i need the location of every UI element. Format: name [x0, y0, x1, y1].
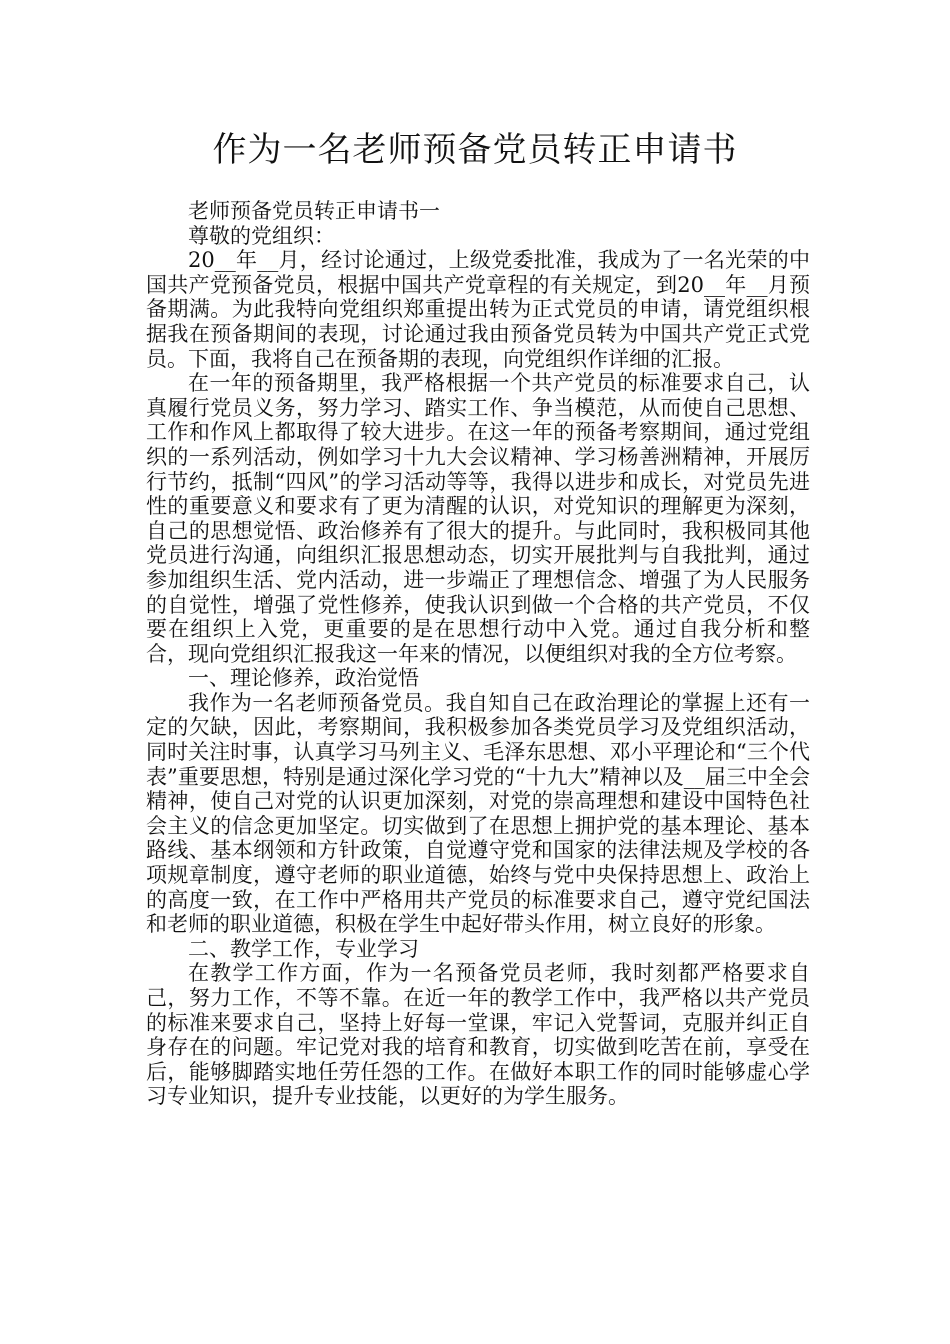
subtitle-paragraph: 老师预备党员转正申请书一: [188, 199, 440, 223]
section-heading-theory: 一、理论修养，政治觉悟: [188, 666, 419, 691]
document-title: 作为一名老师预备党员转正申请书: [212, 130, 738, 170]
section-heading-teaching: 二、教学工作，专业学习: [188, 936, 419, 961]
salutation-paragraph: 尊敬的党组织：: [188, 223, 335, 248]
theory-paragraph: 我作为一名老师预备党员。我自知自己在政治理论的掌握上还有一定的欠缺，因此，考察期间，我积极参加各类党员学习及党组织活动，同时关注时事，认真学习马列主义、毛泽东思想、邓小平理论和“三个代表”重要思想，特别是通过深化学习党的“十九大”精神以及__届三中全会精神，使自己对党的认识更加深刻，对党的崇高理想和建设中国特色社会主义的信念更加坚定。切实做到了在思想上拥护党的基本理论、基本路线、基本纲领和方针政策，自觉遵守党和国家的法律法规及学校的各项规章制度，遵守老师的职业道德，始终与党中央保持思想上、政治上的高度一致，在工作中严格用共产党员的标准要求自己，遵守党纪国法和老师的职业道德，积极在学生中起好带头作用，树立良好的形象。: [146, 690, 810, 937]
teaching-paragraph: 在教学工作方面，作为一名预备党员老师，我时刻都严格要求自己，努力工作，不等不靠。在近一年的教学工作中，我严格以共产党员的标准来要求自己，坚持上好每一堂课，牢记入党誓词，克服并纠正自身存在的问题。牢记党对我的培育和教育，切实做到吃苦在前，享受在后，能够脚踏实地任劳任怨的工作。在做好本职工作的同时能够虚心学习专业知识，提升专业技能，以更好的为学生服务。: [146, 961, 810, 1109]
intro-paragraph: 20__年__月，经讨论通过，上级党委批准，我成为了一名光荣的中国共产党预备党员，根据中国共产党章程的有关规定，到20__年__月预备期满。为此我特向党组织郑重提出转为正式党员的申请，请党组织根据我在预备期间的表现，讨论通过我由预备党员转为中国共产党正式党员。下面，我将自己在预备期的表现，向党组织作详细的汇报。: [146, 248, 810, 371]
summary-paragraph: 在一年的预备期里，我严格根据一个共产党员的标准要求自己，认真履行党员义务，努力学习、踏实工作、争当模范，从而使自己思想、工作和作风上都取得了较大进步。在这一年的预备考察期间，通过党组织的一系列活动，例如学习十九大会议精神、学习杨善洲精神，开展厉行节约，抵制“四风”的学习活动等等，我得以进步和成长，对党员先进性的重要意义和要求有了更为清醒的认识，对党知识的理解更为深刻，自己的思想觉悟、政治修养有了很大的提升。与此同时，我积极同其他党员进行沟通，向组织汇报思想动态，切实开展批判与自我批判，通过参加组织生活、党内活动，进一步端正了理想信念、增强了为人民服务的自觉性，增强了党性修养，使我认识到做一个合格的共产党员，不仅要在组织上入党，更重要的是在思想行动中入党。通过自我分析和整合，现向党组织汇报我这一年来的情况，以便组织对我的全方位考察。: [146, 371, 810, 666]
document-body: [146, 199, 810, 1109]
